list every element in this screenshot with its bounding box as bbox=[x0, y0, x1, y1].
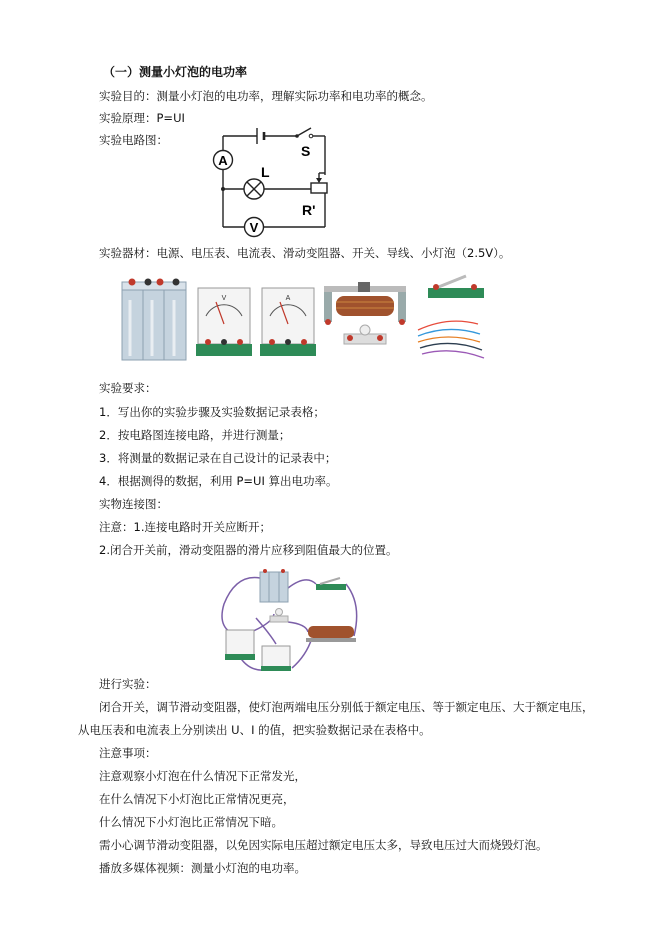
attention-2: 在什么情况下小灯泡比正常情况更亮， bbox=[99, 792, 295, 806]
lamp-letter: L bbox=[261, 164, 270, 180]
circuit-diagram bbox=[205, 125, 345, 240]
connection-image bbox=[216, 564, 362, 672]
requirement-3: 3．将测量的数据记录在自己设计的记录表中； bbox=[99, 451, 337, 465]
ammeter-letter: A bbox=[218, 153, 228, 168]
circuit-label: 实验电路图： bbox=[99, 133, 168, 147]
note-2: 2.闭合开关前，滑动变阻器的滑片应移到阻值最大的位置。 bbox=[99, 543, 398, 557]
materials-text: 实验器材：电源、电压表、电流表、滑动变阻器、开关、导线、小灯泡（2.5V）。 bbox=[99, 246, 511, 260]
voltmeter-device-icon bbox=[196, 288, 252, 356]
requirements-title: 实验要求： bbox=[99, 381, 157, 395]
purpose-text: 实验目的：测量小灯泡的电功率，理解实际功率和电功率的概念。 bbox=[99, 89, 433, 103]
lamp-holder-icon bbox=[344, 325, 386, 344]
rheostat-letter: R' bbox=[302, 202, 316, 218]
equipment-images bbox=[118, 272, 490, 364]
battery-pack-icon bbox=[122, 279, 186, 361]
procedure-line-2: 从电压表和电流表上分别读出 U、I 的值，把实验数据记录在表格中。 bbox=[78, 723, 431, 737]
connection-label: 实物连接图： bbox=[99, 497, 168, 511]
switch-letter: S bbox=[301, 143, 311, 159]
switch-blade bbox=[297, 128, 311, 136]
ammeter-device-icon bbox=[260, 288, 316, 356]
rheostat-symbol bbox=[311, 183, 327, 193]
attention-1: 注意观察小灯泡在什么情况下正常发光， bbox=[99, 769, 306, 783]
requirement-4: 4．根据测得的数据，利用 P=UI 算出电功率。 bbox=[99, 474, 338, 488]
attention-3: 什么情况下小灯泡比正常情况下暗。 bbox=[99, 815, 283, 829]
wires-icon bbox=[418, 321, 484, 358]
voltmeter-device-letter: V bbox=[221, 295, 227, 302]
attention-5: 播放多媒体视频：测量小灯泡的电功率。 bbox=[99, 861, 306, 875]
requirement-2: 2．按电路图连接电路，并进行测量； bbox=[99, 428, 291, 442]
switch-device-icon bbox=[428, 276, 484, 298]
procedure-line-1: 闭合开关，调节滑动变阻器，使灯泡两端电压分别低于额定电压、等于额定电压、大于额定电压， bbox=[99, 700, 594, 714]
attention-4: 需小心调节滑动变阻器，以免因实际电压超过额定电压太多，导致电压过大而烧毁灯泡。 bbox=[99, 838, 548, 852]
principle-text: 实验原理：P=UI bbox=[99, 111, 185, 125]
attention-title: 注意事项： bbox=[99, 746, 157, 760]
voltmeter-letter: V bbox=[249, 220, 259, 235]
note-1: 注意：1.连接电路时开关应断开； bbox=[99, 520, 271, 534]
section-title: （一）测量小灯泡的电功率 bbox=[103, 65, 248, 79]
ammeter-device-letter: A bbox=[285, 295, 291, 302]
sliding-rheostat-icon bbox=[324, 282, 406, 325]
requirement-1: 1．写出你的实验步骤及实验数据记录表格； bbox=[99, 405, 325, 419]
procedure-title: 进行实验： bbox=[99, 677, 157, 691]
